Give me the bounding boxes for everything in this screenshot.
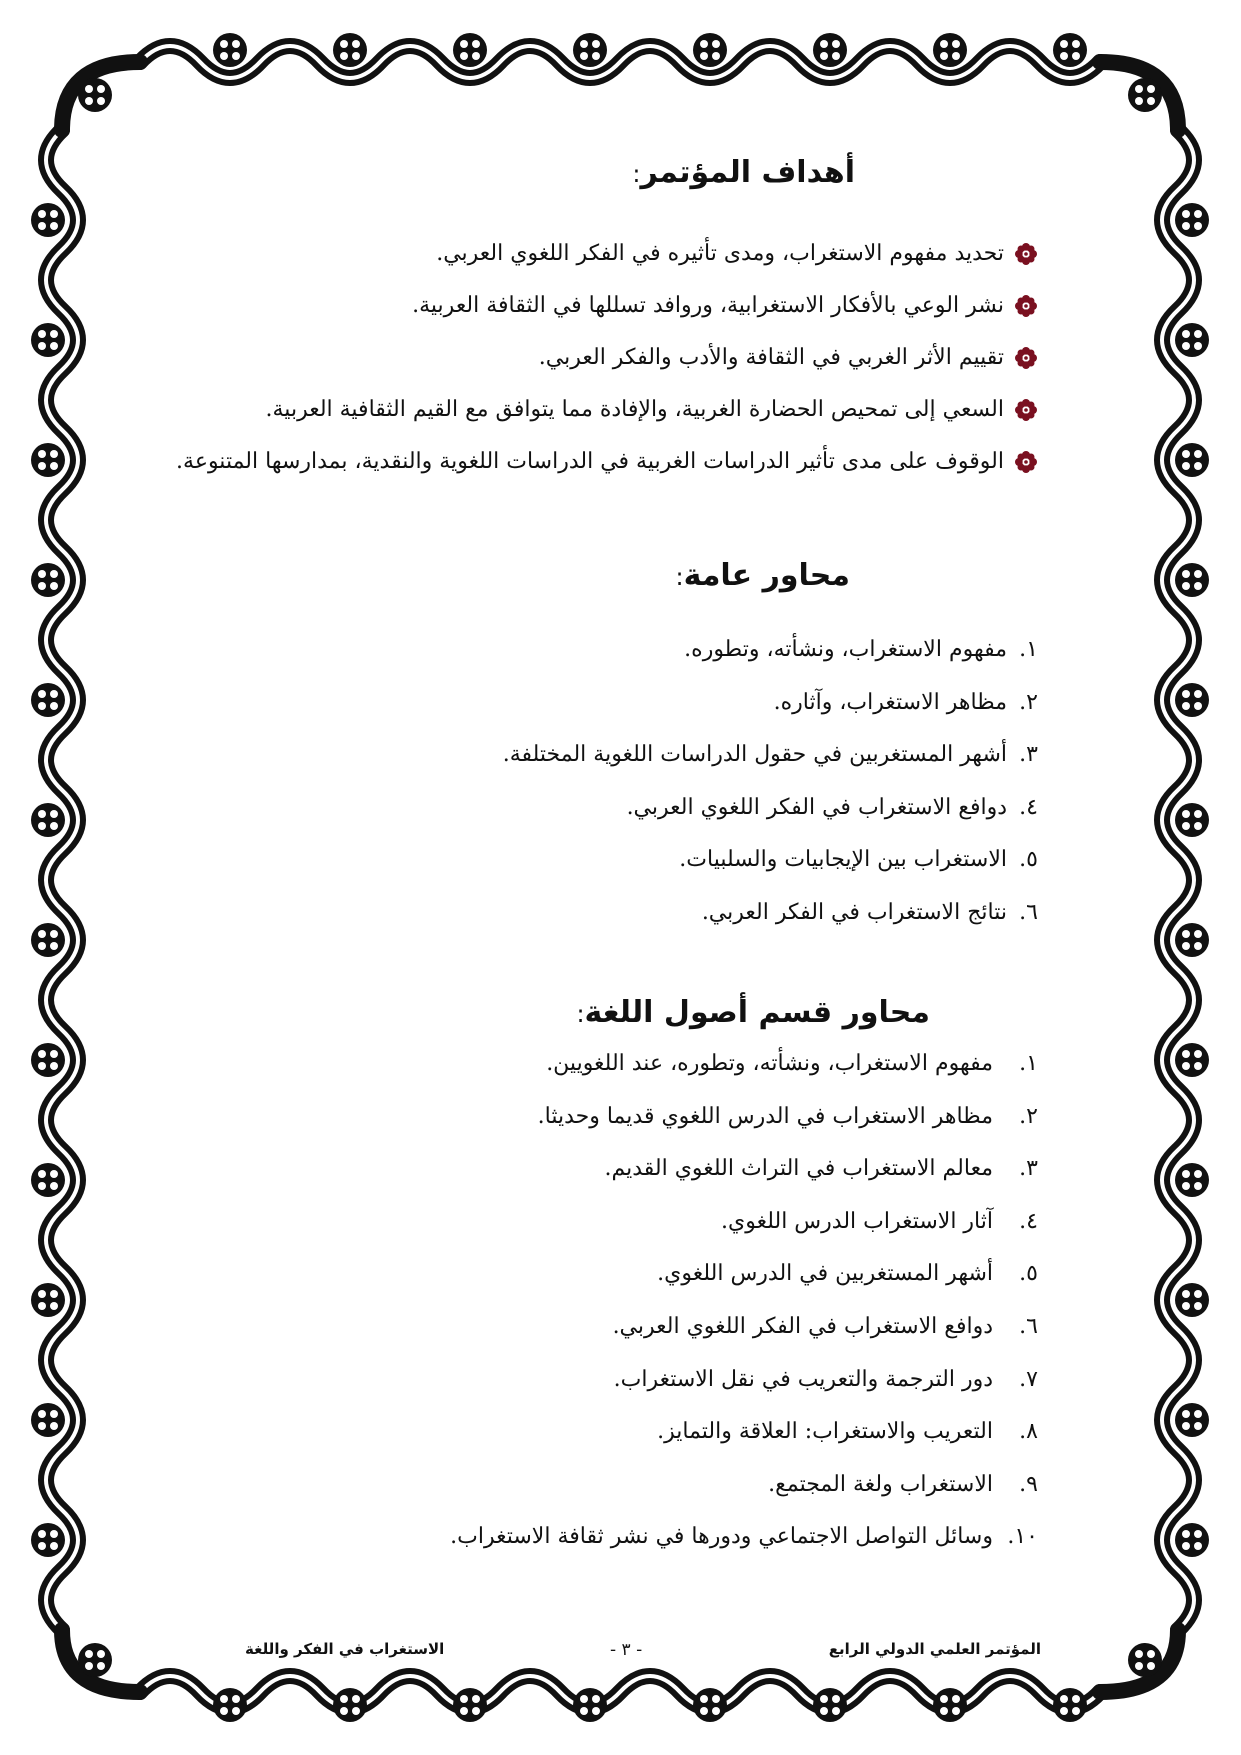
item-number: ١. — [1019, 1051, 1038, 1076]
goal-text: تقييم الأثر الغربي في الثقافة والأدب والفكر العربي. — [538, 345, 1004, 370]
item-number: ١٠. — [1007, 1524, 1038, 1550]
item-text: دوافع الاستغراب في الفكر اللغوي العربي. — [612, 1313, 993, 1339]
flower-bullet-icon — [1014, 346, 1038, 370]
item-text: مفهوم الاستغراب، ونشأته، وتطوره. — [684, 637, 1007, 662]
list-item — [503, 834, 1038, 887]
item-text: دوافع الاستغراب في الفكر اللغوي العربي. — [626, 794, 1007, 820]
item-text: مفهوم الاستغراب، ونشأته، وتطوره، عند اللغويين. — [546, 1051, 993, 1076]
page-content — [150, 0, 1050, 1755]
general-axes-title: محاور عامة — [683, 558, 850, 593]
list-item — [450, 1459, 1038, 1512]
goal-item — [176, 228, 1038, 280]
item-number: ٧. — [1019, 1366, 1038, 1392]
item-number: ٣. — [1019, 742, 1038, 768]
item-text: وسائل التواصل الاجتماعي ودورها في نشر ثقافة الاستغراب. — [450, 1524, 993, 1550]
item-number: ٤. — [1019, 794, 1038, 820]
footer-page-number: - ٣ - — [610, 1640, 643, 1660]
goal-item — [176, 280, 1038, 332]
goal-item — [176, 384, 1038, 436]
goal-item — [176, 436, 1038, 488]
language-axes-heading: محاور قسم أصول اللغة: — [576, 995, 930, 1030]
item-number: ٢. — [1019, 689, 1038, 715]
list-item — [450, 1196, 1038, 1249]
list-item — [450, 1038, 1038, 1091]
list-item — [450, 1301, 1038, 1354]
list-item — [503, 677, 1038, 730]
item-text: أشهر المستغربين في الدرس اللغوي. — [657, 1261, 993, 1287]
flower-bullet-icon — [1014, 450, 1038, 474]
flower-bullet-icon — [1014, 294, 1038, 318]
list-item — [450, 1091, 1038, 1144]
item-number: ٥. — [1019, 847, 1038, 873]
item-text: دور الترجمة والتعريب في نقل الاستغراب. — [613, 1366, 993, 1392]
item-number: ١. — [1019, 637, 1038, 662]
goals-list — [176, 228, 1038, 488]
list-item — [450, 1406, 1038, 1459]
item-number: ٥. — [1019, 1261, 1038, 1287]
list-item — [503, 887, 1038, 940]
list-item — [503, 624, 1038, 677]
goal-text: تحديد مفهوم الاستغراب، ومدى تأثيره في الفكر اللغوي العربي. — [436, 241, 1004, 266]
item-number: ٨. — [1019, 1419, 1038, 1445]
list-item — [450, 1354, 1038, 1407]
item-number: ٩. — [1019, 1471, 1038, 1497]
item-text: الاستغراب ولغة المجتمع. — [768, 1471, 993, 1497]
general-axes-heading: محاور عامة: — [675, 558, 850, 593]
goal-text: الوقوف على مدى تأثير الدراسات الغربية في الدراسات اللغوية والنقدية، بمدارسها المتنوعة. — [176, 449, 1004, 474]
goals-heading: أهداف المؤتمر: — [632, 155, 855, 190]
item-text: التعريب والاستغراب: العلاقة والتمايز. — [657, 1419, 993, 1445]
item-text: أشهر المستغربين في حقول الدراسات اللغوية المختلفة. — [502, 742, 1007, 768]
list-item — [450, 1248, 1038, 1301]
item-number: ٣. — [1019, 1156, 1038, 1182]
item-text: آثار الاستغراب الدرس اللغوي. — [721, 1208, 993, 1234]
language-axes-list — [450, 1038, 1038, 1564]
item-number: ٢. — [1019, 1103, 1038, 1129]
general-axes-list — [503, 624, 1038, 940]
footer-theme: الاستغراب في الفكر واللغة — [245, 1640, 445, 1658]
item-text: الاستغراب بين الإيجابيات والسلبيات. — [679, 847, 1007, 873]
item-number: ٤. — [1019, 1208, 1038, 1234]
list-item — [503, 729, 1038, 782]
list-item — [450, 1143, 1038, 1196]
item-number: ٦. — [1019, 1313, 1038, 1339]
goals-title: أهداف المؤتمر — [640, 155, 855, 190]
footer-conference: المؤتمر العلمي الدولي الرابع — [828, 1640, 1041, 1658]
item-text: مظاهر الاستغراب في الدرس اللغوي قديما وحديثا. — [537, 1103, 993, 1129]
language-axes-title: محاور قسم أصول اللغة — [584, 995, 930, 1030]
item-text: مظاهر الاستغراب، وآثاره. — [773, 689, 1007, 715]
flower-bullet-icon — [1014, 398, 1038, 422]
goal-text: السعي إلى تمحيص الحضارة الغربية، والإفادة مما يتوافق مع القيم الثقافية العربية. — [265, 397, 1004, 422]
list-item — [503, 782, 1038, 835]
item-number: ٦. — [1019, 899, 1038, 925]
goal-text: نشر الوعي بالأفكار الاستغرابية، وروافد تسللها في الثقافة العربية. — [412, 293, 1004, 318]
list-item — [450, 1511, 1038, 1564]
flower-bullet-icon — [1014, 242, 1038, 266]
item-text: نتائج الاستغراب في الفكر العربي. — [701, 899, 1007, 925]
item-text: معالم الاستغراب في التراث اللغوي القديم. — [604, 1156, 993, 1182]
goal-item — [176, 332, 1038, 384]
